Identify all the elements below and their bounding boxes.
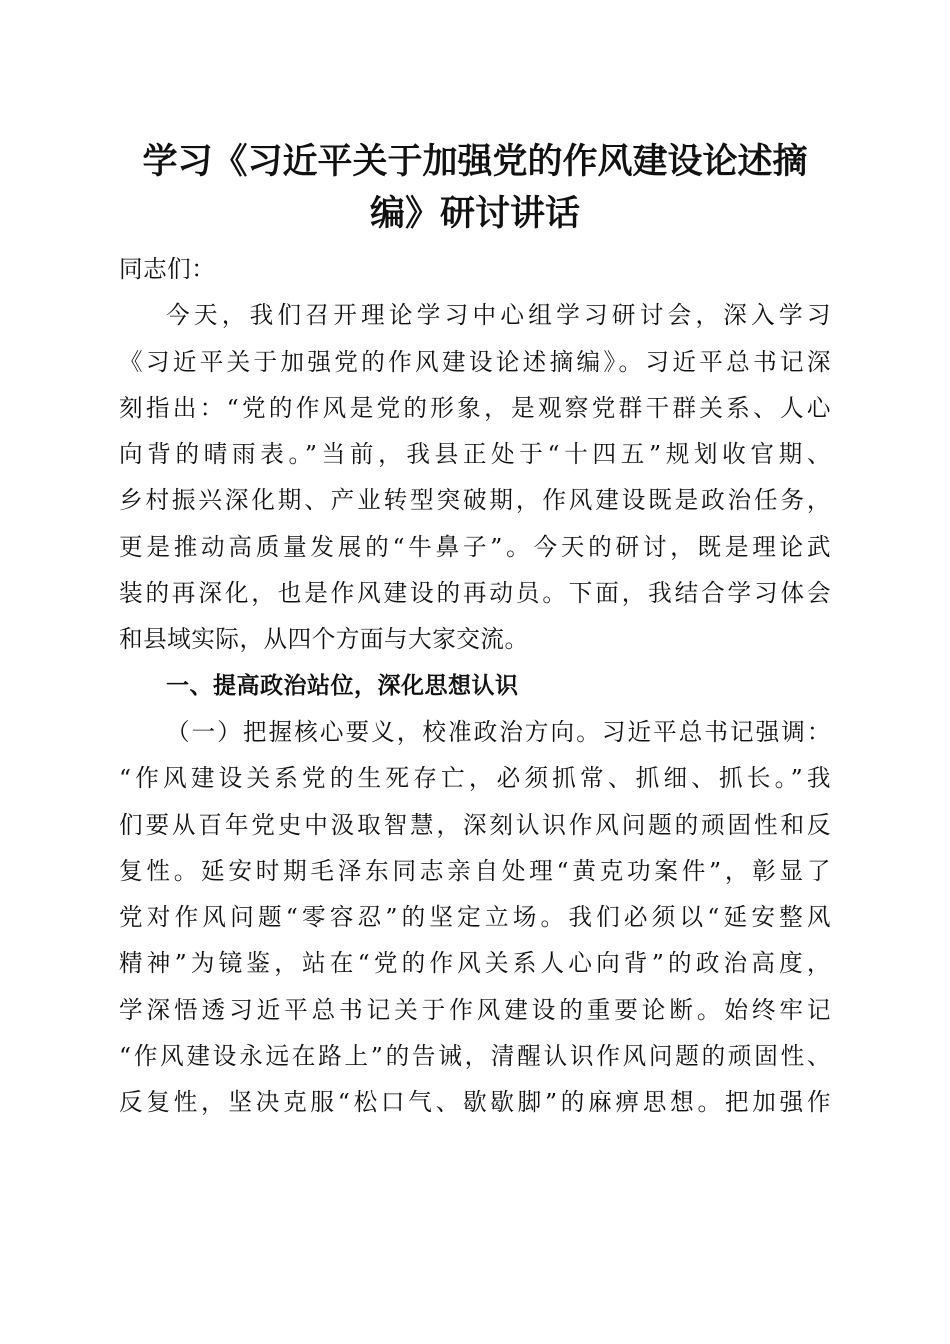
intro-line-2: 《习近平关于加强党的作风建设论述摘编》。习近平总书记深 (119, 347, 831, 376)
intro-line-6: 更是推动高质量发展的“牛鼻子”。今天的研讨，既是理论武 (119, 532, 831, 561)
intro-line-3: 刻指出：“党的作风是党的形象，是观察党群干群关系、人心 (119, 393, 831, 422)
sub-line-5: 党对作风问题“零容忍”的坚定立场。我们必须以“延安整风 (119, 903, 831, 932)
greeting: 同志们： (119, 255, 216, 283)
document-title (100, 136, 850, 240)
sub-paragraph (119, 709, 831, 1126)
section-heading: 一、提高政治站位，深化思想认识 (166, 672, 519, 699)
intro-paragraph (119, 292, 831, 662)
sub-line-8: “作风建设永远在路上”的告诫，清醒认识作风问题的顽固性、 (119, 1042, 831, 1071)
title-line-2: 编》研讨讲话 (369, 194, 580, 234)
intro-line-4: 向背的晴雨表。”当前，我县正处于“十四五”规划收官期、 (119, 440, 831, 469)
sub-line-3: 们要从百年党史中汲取智慧，深刻认识作风问题的顽固性和反 (119, 810, 831, 839)
sub-line-6: 精神”为镜鉴，站在“党的作风关系人心向背”的政治高度， (119, 949, 831, 978)
intro-line-8: 和县域实际，从四个方面与大家交流。 (119, 625, 529, 654)
sub-line-1: （一）把握核心要义，校准政治方向。习近平总书记强调： (166, 717, 831, 746)
sub-line-9: 反复性，坚决克服“松口气、歇歇脚”的麻痹思想。把加强作 (119, 1088, 831, 1117)
document-body (119, 246, 831, 1126)
title-line-1: 学习《习近平关于加强党的作风建设论述摘 (142, 142, 808, 182)
sub-line-7: 学深悟透习近平总书记关于作风建设的重要论断。始终牢记 (119, 995, 831, 1024)
intro-line-5: 乡村振兴深化期、产业转型突破期，作风建设既是政治任务， (119, 486, 831, 515)
intro-line-1: 今天，我们召开理论学习中心组学习研讨会，深入学习 (166, 301, 831, 330)
sub-line-2: “作风建设关系党的生死存亡，必须抓常、抓细、抓长。”我 (119, 764, 831, 793)
intro-line-7: 装的再深化，也是作风建设的再动员。下面，我结合学习体会 (119, 579, 831, 608)
sub-line-4: 复性。延安时期毛泽东同志亲自处理“黄克功案件”，彰显了 (119, 856, 831, 885)
